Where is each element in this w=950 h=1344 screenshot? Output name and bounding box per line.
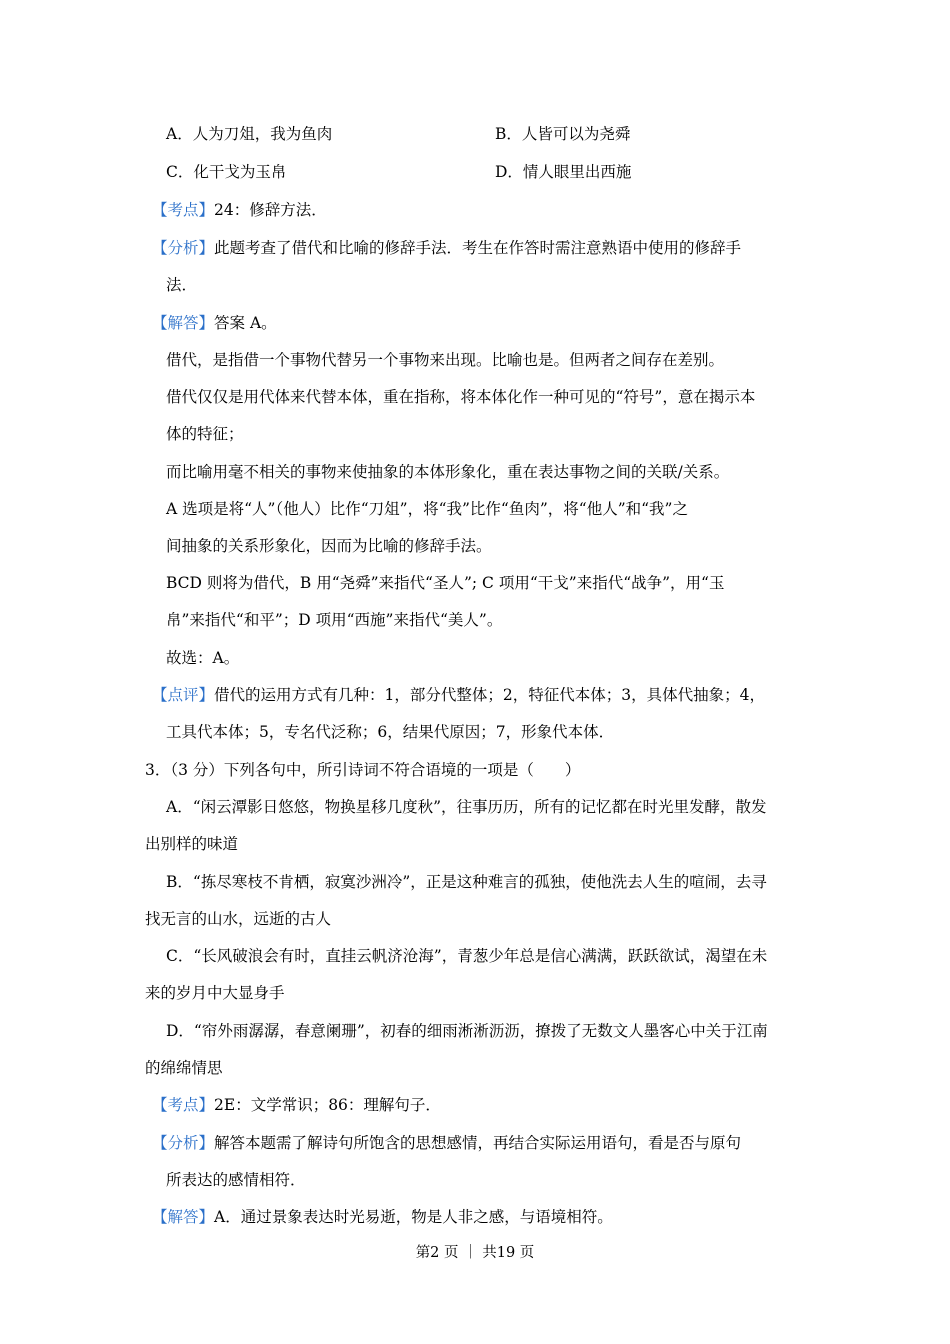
fenxi-tag: 【分析】: [152, 1134, 215, 1152]
kaodian-tag: 【考点】: [152, 1096, 215, 1114]
q3-option-a: A．“闲云潭影日悠悠，物换星移几度秋”，往事历历，所有的记忆都在时光里发酵，散发: [166, 798, 767, 816]
kaodian-tag: 【考点】: [152, 201, 215, 219]
paragraph: 而比喻用毫不相关的事物来使抽象的本体形象化，重在表达事物之间的关联/关系。: [166, 463, 730, 481]
q3-option-b: B．“拣尽寒枝不肯栖，寂寞沙洲冷”，正是这种难言的孤独，使他洗去人生的喧闹，去寻: [166, 873, 767, 891]
q3-fenxi: [152, 1133, 741, 1153]
q2-kaodian: [152, 200, 327, 220]
q2-fenxi: [152, 238, 741, 258]
q3-jieda: [152, 1207, 613, 1227]
q3-kaodian: [152, 1095, 441, 1115]
q3-option-d-cont: 的绵绵情思: [145, 1059, 223, 1077]
q2-option-d: D．情人眼里出西施: [495, 163, 632, 181]
q3-option-a-cont: 出别样的味道: [145, 835, 239, 853]
kaodian-text: 2E：文学常识；86：理解句子．: [214, 1096, 441, 1114]
q3-stem: 3．（3 分）下列各句中，所引诗词不符合语境的一项是（ ）: [145, 761, 581, 779]
paragraph: 故选：A。: [166, 649, 240, 667]
fenxi-text: 此题考查了借代和比喻的修辞手法．考生在作答时需注意熟语中使用的修辞手: [214, 239, 742, 257]
q2-option-c: C．化干戈为玉帛: [166, 163, 287, 181]
kaodian-text: 24：修辞方法．: [214, 201, 327, 219]
page-footer: 第2 页 ｜ 共19 页: [415, 1245, 535, 1261]
q2-fenxi-cont: 法．: [166, 276, 198, 294]
paragraph: A 选项是将“人”（他人）比作“刀俎”，将“我”比作“鱼肉”，将“他人”和“我”之: [166, 500, 688, 518]
fenxi-tag: 【分析】: [152, 239, 215, 257]
dianping-text: 借代的运用方式有几种：1，部分代整体；2，特征代本体；3，具体代抽象；4，: [214, 686, 765, 704]
jieda-text: 答案 A。: [214, 314, 277, 332]
q2-dianping: [152, 685, 765, 705]
q2-option-a: A．人为刀俎，我为鱼肉: [166, 125, 333, 143]
dianping-tag: 【点评】: [152, 686, 215, 704]
q2-option-b: B．人皆可以为尧舜: [495, 125, 631, 143]
jieda-tag: 【解答】: [152, 314, 215, 332]
paragraph: 间抽象的关系形象化，因而为比喻的修辞手法。: [166, 537, 492, 555]
paragraph: 借代仅仅是用代体来代替本体，重在指称，将本体化作一种可见的“符号”，意在揭示本: [166, 388, 756, 406]
q3-option-c: C．“长风破浪会有时，直挂云帆济沧海”，青葱少年总是信心满满，跃跃欲试，渴望在未: [166, 947, 768, 965]
q3-option-c-cont: 来的岁月中大显身手: [145, 984, 285, 1002]
q3-option-b-cont: 找无言的山水，远逝的古人: [145, 910, 332, 928]
q3-option-d: D．“帘外雨潺潺，春意阑珊”，初春的细雨淅淅沥沥，撩拨了无数文人墨客心中关于江南: [166, 1022, 768, 1040]
paragraph: 借代，是指借一个事物代替另一个事物来出现。比喻也是。但两者之间存在差别。: [166, 351, 725, 369]
jieda-text: A．通过景象表达时光易逝，物是人非之感，与语境相符。: [214, 1208, 613, 1226]
q3-fenxi-cont: 所表达的感情相符．: [166, 1171, 306, 1189]
q2-jieda: [152, 313, 277, 333]
q2-dianping-cont: 工具代本体；5，专名代泛称；6，结果代原因；7，形象代本体．: [166, 723, 615, 741]
jieda-tag: 【解答】: [152, 1208, 215, 1226]
fenxi-text: 解答本题需了解诗句所饱含的思想感情，再结合实际运用语句，看是否与原句: [214, 1134, 742, 1152]
paragraph: 体的特征；: [166, 425, 244, 443]
paragraph: 帛”来指代“和平”；D 项用“西施”来指代“美人”。: [166, 611, 503, 629]
paragraph: BCD 则将为借代，B 用“尧舜”来指代“圣人”; C 项用“干戈”来指代“战争”，用“玉: [166, 574, 725, 592]
